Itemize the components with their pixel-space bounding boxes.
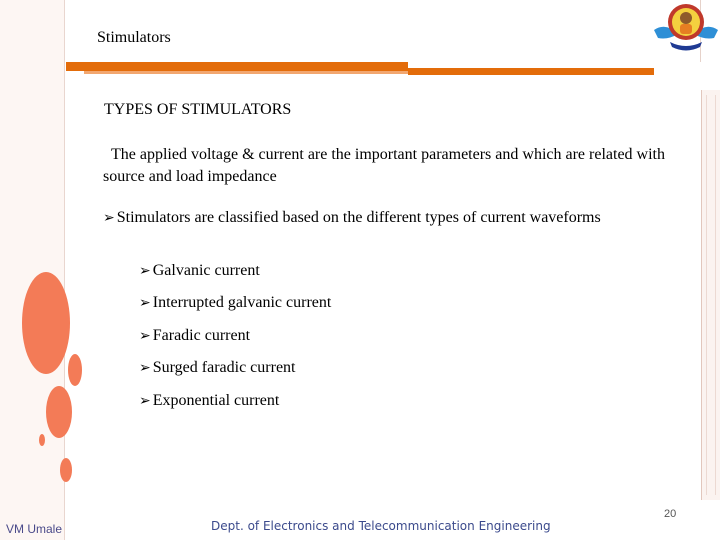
list-item (139, 261, 331, 293)
list-item-text: Exponential current (152, 391, 280, 409)
footer-author: VM Umale (6, 522, 63, 536)
list-item-text: Interrupted galvanic current (152, 294, 332, 312)
main-bullet-text: Stimulators are classified based on the different types of current waveforms (116, 209, 601, 226)
arrow-bullet-icon: ➢ (139, 263, 151, 279)
footer-department: Dept. of Electronics and Telecommunication Engineering (211, 519, 551, 533)
intro-paragraph (103, 144, 683, 188)
intro-paragraph-text: The applied voltage & current are the important parameters and which are related with source and load impedance (103, 146, 665, 185)
slide-title: Stimulators (97, 29, 171, 46)
deco-circle-small (46, 386, 72, 438)
list-item (139, 358, 331, 390)
main-bullet (103, 209, 601, 227)
header-accent-bar-left (66, 62, 408, 71)
deco-circle-medium (68, 354, 82, 386)
arrow-bullet-icon: ➢ (139, 360, 151, 377)
list-item-text: Galvanic current (152, 262, 260, 279)
list-item (139, 326, 331, 358)
deco-circle-large (22, 272, 70, 374)
arrow-bullet-icon: ➢ (139, 392, 151, 409)
left-decorative-border (0, 0, 65, 540)
list-item-text: Surged faradic current (152, 359, 296, 377)
header-accent-bar-shadow (84, 71, 408, 74)
list-item-text: Faradic current (152, 326, 251, 344)
current-types-list (139, 261, 331, 423)
list-item (139, 293, 331, 325)
arrow-bullet-icon: ➢ (139, 327, 151, 344)
arrow-bullet-icon: ➢ (103, 210, 115, 226)
deco-circle-tiny (39, 434, 45, 446)
right-decorative-inner-border (706, 95, 716, 495)
arrow-bullet-icon: ➢ (139, 295, 151, 312)
page-number: 20 (664, 508, 677, 520)
section-heading: TYPES OF STIMULATORS (104, 101, 292, 118)
header-accent-bar-right (408, 68, 654, 75)
list-item (139, 391, 331, 423)
college-emblem-logo (652, 0, 720, 56)
deco-circle-bottom (60, 458, 72, 482)
